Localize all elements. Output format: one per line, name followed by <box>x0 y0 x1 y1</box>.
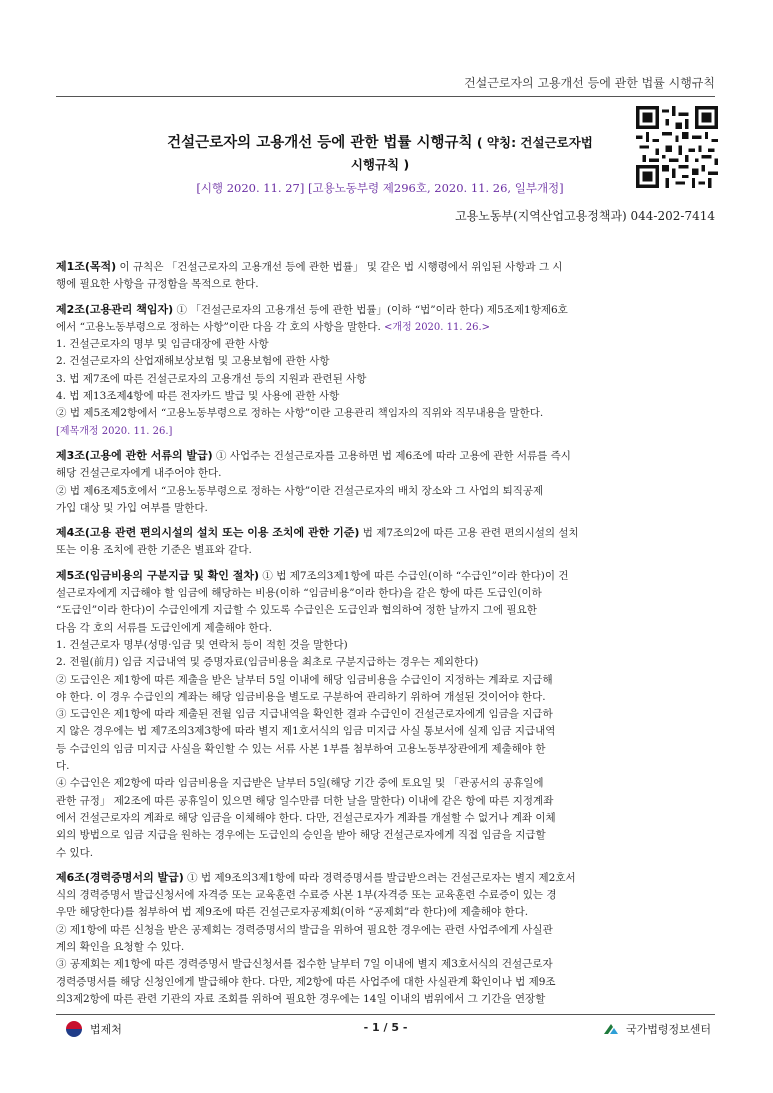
article-line: ③ 공제회는 제1항에 따른 경력증명서 발급신청서를 접수한 날부터 7일 이내에 별지 제3호서식의 건설근로자 <box>56 958 553 971</box>
article-line: 행에 필요한 사항을 규정함을 목적으로 한다. <box>56 278 259 291</box>
article-line: 다음 각 호의 서류를 도급인에게 제출해야 한다. <box>56 621 273 634</box>
running-header <box>56 70 715 97</box>
article-heading: 제3조(고용에 관한 서류의 발급) <box>56 448 213 462</box>
article-line: ① 법 제7조의3제1항에 따른 수급인(이하 “수급인”이라 한다)이 건 <box>259 569 569 582</box>
page-number: - 1 / 5 - <box>363 1021 408 1034</box>
article-line: 경력증명서를 해당 신청인에게 발급해야 한다. 다만, 제2항에 따른 사업주에 대한 사실관계 확인이나 법 제9조 <box>56 975 556 988</box>
article-heading: 제6조(경력증명서의 발급) <box>56 870 184 884</box>
law-body <box>56 258 717 1015</box>
article-line: 4. 법 제13조제4항에 따른 전자카드 발급 및 사용에 관한 사항 <box>56 390 340 403</box>
article-line: ④ 수급인은 제2항에 따라 임금비용을 지급받은 날부터 5일(해당 기간 중에 토요일 및 「관공서의 공휴일에 <box>56 777 544 790</box>
article-line: 지 않은 경우에는 법 제7조의3제3항에 따라 별지 제1호서식의 임금 미지급 사실 통보서에 실제 임금 지급내역 <box>56 725 556 738</box>
article-line: 등 수급인의 임금 미지급 사실을 확인할 수 있는 서류 사본 1부를 첨부하여 고용노동부장관에게 제출해야 한 <box>56 742 546 755</box>
article-line: 야 한다. 이 경우 수급인의 계좌는 해당 임금비용을 별도로 구분하여 관리하기 위하여 개설된 것이어야 한다. <box>56 690 546 703</box>
footer-center-label: 국가법령정보센터 <box>625 1023 711 1036</box>
article-line: ② 법 제5조제2항에서 “고용노동부령으로 정하는 사항”이란 고용관리 책임자의 직위와 직무내용을 말한다. <box>56 407 544 420</box>
article-line: 다. <box>56 760 70 773</box>
article-line: 3. 법 제7조에 따른 건설근로자의 고용개선 등의 지원과 관련된 사항 <box>56 372 367 385</box>
article-heading: 제4조(고용 관련 편의시설의 설치 또는 이용 조치에 관한 기준) <box>56 526 360 540</box>
article-2 <box>56 301 717 440</box>
article-line: ① 사업주는 건설근로자를 고용하면 법 제6조에 따라 고용에 관한 서류를 즉시 <box>212 449 571 462</box>
article-line: 또는 이용 조치에 관한 기준은 별표와 같다. <box>56 544 252 557</box>
article-line: 가입 대상 및 가입 여부를 말한다. <box>56 501 208 514</box>
amendment-note: <개정 2020. 11. 26.> <box>380 321 491 333</box>
article-heading: 제1조(목적) <box>56 260 117 273</box>
article-line: 1. 건설근로자의 명부 및 임금대장에 관한 사항 <box>56 338 269 351</box>
ministry-contact: 고용노동부(지역산업고용정책과) 044-202-7414 <box>455 209 715 223</box>
article-line: ② 법 제6조제5호에서 “고용노동부령으로 정하는 사항”이란 건설근로자의 배치 장소와 그 사업의 퇴직공제 <box>56 484 544 497</box>
article-line: 우만 해당한다)를 첨부하여 법 제9조에 따른 건설근로자공제회(이하 “공제회”라 한다)에 제출해야 한다. <box>56 906 529 919</box>
footer-center-link[interactable] <box>602 1021 711 1037</box>
article-5 <box>56 567 717 862</box>
article-line: “도급인”이라 한다)이 수급인에게 지급할 수 있도록 수급인은 도급인과 협의하여 정한 날까지 그에 필요한 <box>56 604 537 617</box>
article-line: 에서 건설근로자의 계좌로 해당 임금을 이체해야 한다. 다만, 건설근로자가 계좌를 개설할 수 없거나 계좌 이체 <box>56 811 556 824</box>
page-footer <box>56 1014 715 1041</box>
qr-code-icon <box>636 106 718 188</box>
title-amendment-note: [제목개정 2020. 11. 26.] <box>56 425 173 437</box>
enactment-info: [시행 2020. 11. 27] [고용노동부령 제296호, 2020. 11. 26, 일부개정] <box>196 181 564 195</box>
article-4 <box>56 524 717 560</box>
title-abbr-2: 시행규칙 ) <box>350 157 410 172</box>
article-line: 의3제2항에 따른 관련 기관의 자료 조회를 위하여 필요한 경우에는 14일 이내의 범위에서 그 기간을 연장할 <box>56 992 546 1005</box>
article-line: ② 도급인은 제1항에 따른 제출을 받은 날부터 5일 이내에 해당 임금비용을 수급인이 지정하는 계좌로 지급해 <box>56 673 553 686</box>
article-6 <box>56 869 717 1008</box>
article-line: 설근로자에게 지급해야 할 임금에 해당하는 비용(이하 “임금비용”이라 한다)을 같은 항에 따른 도급인(이하 <box>56 587 542 600</box>
title-abbr-1: ( 약칭: 건설근로자법 <box>472 135 593 150</box>
nlic-logo-icon <box>602 1022 620 1036</box>
article-line: ① 「건설근로자의 고용개선 등에 관한 법률」(이하 “법”이라 한다) 제5조제1항제6호 <box>173 303 568 316</box>
footer-source-label: 법제처 <box>90 1023 122 1036</box>
article-line: 해당 건설근로자에게 내주어야 한다. <box>56 467 222 480</box>
article-line: 2. 건설근로자의 산업재해보상보험 및 고용보험에 관한 사항 <box>56 355 330 368</box>
article-heading: 제5조(임금비용의 구분지급 및 확인 절차) <box>56 568 260 582</box>
article-line: 관한 규정」 제2조에 따른 공휴일이 있으면 해당 일수만큼 더한 날을 말한다) 이내에 같은 항에 따른 지정계좌 <box>56 794 554 807</box>
article-line: 식의 경력증명서 발급신청서에 자격증 또는 교육훈련 수료증 사본 1부(자격증 또는 교육훈련 수료증이 있는 경 <box>56 889 557 902</box>
article-line: 1. 건설근로자 명부(성명·임금 및 연락처 등이 적힌 것을 말한다) <box>56 638 348 651</box>
title-main: 건설근로자의 고용개선 등에 관한 법률 시행규칙 <box>167 135 473 151</box>
article-line: 법 제7조의2에 따른 고용 관련 편의시설의 설치 <box>359 527 579 540</box>
running-title: 건설근로자의 고용개선 등에 관한 법률 시행규칙 <box>464 76 715 90</box>
title-block <box>100 132 660 196</box>
article-line: 수 있다. <box>56 846 94 859</box>
article-line: ③ 도급인은 제1항에 따라 제출된 전월 임금 지급내역을 확인한 결과 수급인이 건설근로자에게 임금을 지급하 <box>56 708 553 721</box>
article-line: 이 규칙은 「건설근로자의 고용개선 등에 관한 법률」 및 같은 법 시행령에서 위임된 사항과 그 시 <box>116 261 563 273</box>
article-line: 계의 확인을 요청할 수 있다. <box>56 940 185 953</box>
article-line: ② 제1항에 따른 신청을 받은 공제회는 경력증명서의 발급을 위하여 필요한 경우에는 관련 사업주에게 사실관 <box>56 923 553 936</box>
article-line: ① 법 제9조의3제1항에 따라 경력증명서를 발급받으려는 건설근로자는 별지 제2호서 <box>183 871 576 884</box>
article-line: 외의 방법으로 임금 지급을 원하는 경우에는 도급인의 승인을 받아 해당 건설근로자에게 직접 임금을 지급할 <box>56 829 546 842</box>
article-heading: 제2조(고용관리 책임자) <box>56 302 174 316</box>
page-title <box>100 132 660 176</box>
article-line: 에서 “고용노동부령으로 정하는 사항”이란 다음 각 호의 사항을 말한다. <box>56 320 381 333</box>
article-3 <box>56 447 717 517</box>
article-line: 2. 전월(前月) 임금 지급내역 및 증명자료(임금비용을 최초로 구분지급하는 경우는 제외한다) <box>56 656 479 669</box>
article-1 <box>56 258 717 294</box>
